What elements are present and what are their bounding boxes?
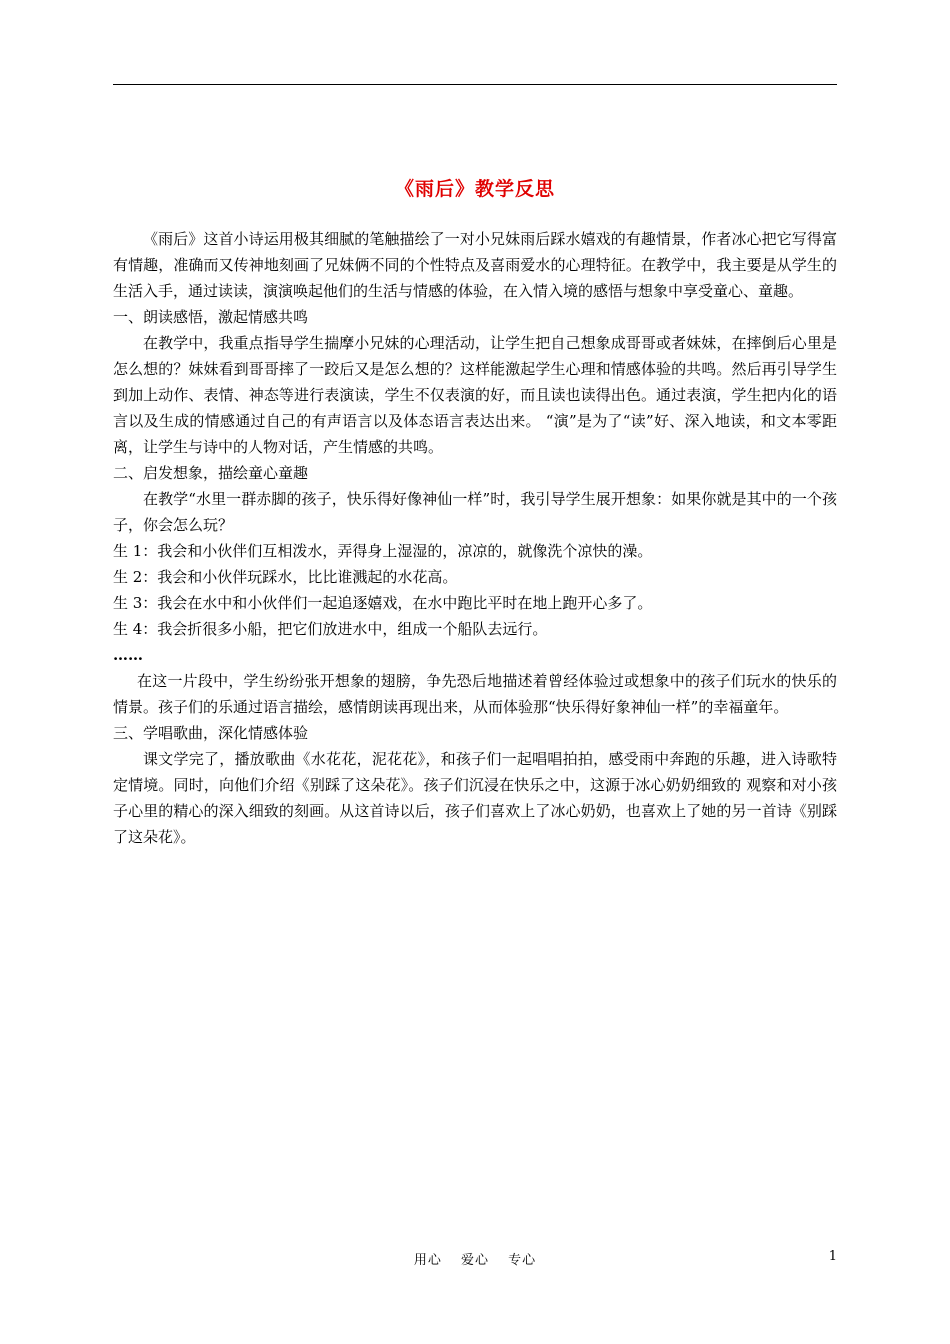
section2-heading: 二、启发想象，描绘童心童趣 <box>113 464 309 482</box>
section3-heading: 三、学唱歌曲，深化情感体验 <box>113 724 309 742</box>
ellipsis: …… <box>113 646 143 664</box>
document-title: 《雨后》教学反思 <box>394 178 555 200</box>
intro-paragraph: 《雨后》这首小诗运用极其细腻的笔触描绘了一对小兄妹雨后踩水嬉戏的有趣情景，作者冰心把它写得富有情趣，准确而又传神地刻画了兄妹俩不同的个性特点及喜雨爱水的心理特征。在教学中，我主要是从学生的生活入手，通过读读，演演唤起他们的生活与情感的体验，在入情入境的感悟与想象中享受童心、童趣。 <box>113 230 837 300</box>
student-answer-1: 生 1：我会和小伙伴们互相泼水，弄得身上湿湿的，凉凉的，就像洗个凉快的澡。 <box>113 542 653 560</box>
student-answer-4: 生 4：我会折很多小船，把它们放进水中，组成一个船队去远行。 <box>113 620 548 638</box>
section3-paragraph: 课文学完了，播放歌曲《水花花，泥花花》，和孩子们一起唱唱拍拍，感受雨中奔跑的乐趣，进入诗歌特定情境。同时，向他们介绍《别踩了这朵花》。孩子们沉浸在快乐之中，这源于冰心奶奶细致的 观察和对小孩子心里的精心的深入细致的刻画。从这首诗以后，孩子们喜欢上了冰心奶奶，也喜欢上了她的另一首诗《别踩了这朵花》。 <box>113 750 837 846</box>
section2-paragraph-2: 在这一片段中，学生纷纷张开想象的翅膀，争先恐后地描述着曾经体验过或想象中的孩子们玩水的快乐的情景。孩子们的乐通过语言描绘，感情朗读再现出来，从而体验那“快乐得好象神仙一样”的幸福童年。 <box>113 672 837 716</box>
page-number: 1 <box>828 1249 837 1264</box>
document-body <box>113 226 837 850</box>
footer-motto: 用心 爱心 专心 <box>413 1253 537 1268</box>
section1-paragraph: 在教学中，我重点指导学生揣摩小兄妹的心理活动，让学生把自己想象成哥哥或者妹妹，在摔倒后心里是怎么想的？妹妹看到哥哥摔了一跤后又是怎么想的？这样能激起学生心理和情感体验的共鸣。然后再引导学生到加上动作、表情、神态等进行表演读，学生不仅表演的好，而且读也读得出色。通过表演，学生把内化的语言以及生成的情感通过自己的有声语言以及体态语言表达出来。 “演”是为了“读”好、深入地读，和文本零距离，让学生与诗中的人物对话，产生情感的共鸣。 <box>113 334 837 456</box>
header-rule <box>113 84 837 85</box>
student-answer-2: 生 2：我会和小伙伴玩踩水，比比谁溅起的水花高。 <box>113 568 458 586</box>
section1-heading: 一、朗读感悟，激起情感共鸣 <box>113 308 309 326</box>
student-answer-3: 生 3：我会在水中和小伙伴们一起追逐嬉戏，在水中跑比平时在地上跑开心多了。 <box>113 594 653 612</box>
section2-paragraph: 在教学“水里一群赤脚的孩子，快乐得好像神仙一样”时，我引导学生展开想象：如果你就是其中的一个孩子，你会怎么玩？ <box>113 490 837 534</box>
